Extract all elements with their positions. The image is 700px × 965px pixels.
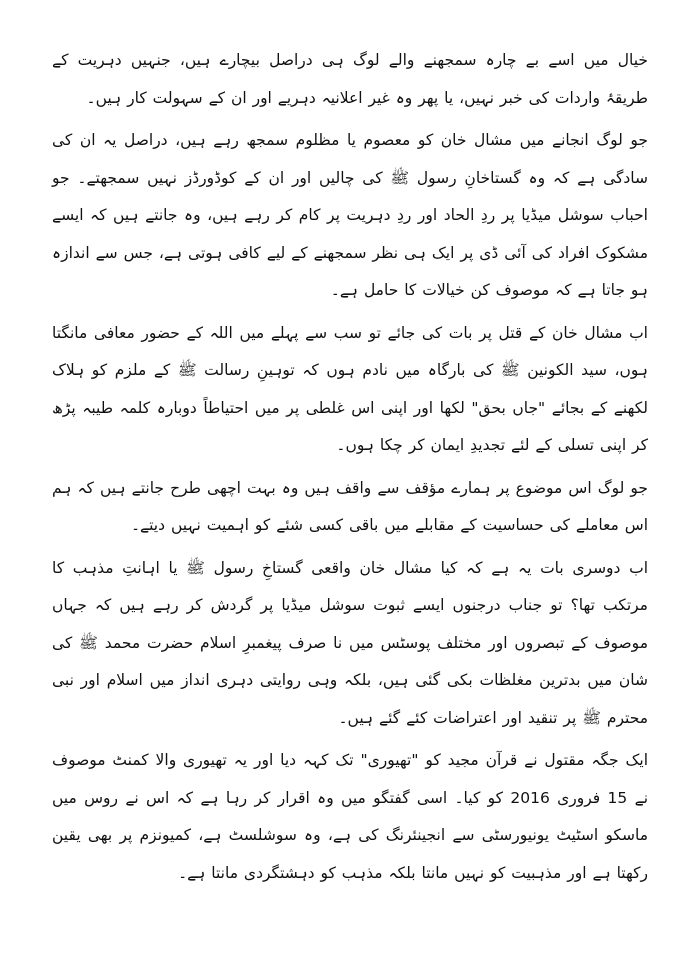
paragraph-2: جو لوگ انجانے میں مشال خان کو معصوم یا مظلوم سمجھ رہے ہیں، دراصل یہ ان کی سادگی ہے کہ وہ گستاخانِ رسول ﷺ کی چالیں اور ان کے کوڈورڈز نہیں سمجھتے۔ جو احباب سوشل میڈیا پر ردِ الحاد اور ردِ دہریت پر کام کر رہے ہیں، وہ جانتے ہیں کہ ایسے مشکوک افراد کی آئی ڈی پر ایک ہی نظر سمجھنے کے لیے کافی ہوتی ہے، جس سے اندازہ ہو جاتا ہے کہ موصوف کن خیالات کا حامل ہے۔	[52, 131, 648, 299]
paragraph-4: جو لوگ اس موضوع پر ہمارے مؤقف سے واقف ہیں وہ بہت اچھی طرح جانتے ہیں کہ ہم اس معاملے کی حساسیت کے مقابلے میں باقی کسی شئے کو اہمیت نہیں دیتے۔	[52, 478, 648, 534]
paragraph-3: اب مشال خان کے قتل پر بات کی جائے تو سب سے پہلے میں اللہ کے حضور معافی مانگتا ہوں، سید الکونین ﷺ کی بارگاہ میں نادم ہوں کہ توہینِ رسالت ﷺ کے ملزم کو ہلاک لکھنے کے بجائے "جاں بحق" لکھا اور اپنی اس غلطی پر میں احتیاطاً دوبارہ کلمہ طیبہ پڑھ کر اپنی تسلی کے لئے تجدیدِ ایمان کر چکا ہوں۔	[52, 323, 648, 454]
paragraph-5: اب دوسری بات یہ ہے کہ کیا مشال خان واقعی گستاخِ رسول ﷺ یا اہانتِ مذہب کا مرتکب تھا؟ تو جناب درجنوں ایسے ثبوت سوشل میڈیا پر گردش کر رہے ہیں کہ جہاں موصوف کے تبصروں اور مختلف پوسٹس میں نا صرف پیغمبرِ اسلام حضرت محمد ﷺ کی شان میں بدترین مغلظات بکی گئی ہیں، بلکہ وہی روایتی دہری انداز میں اسلام اور نبی محترم ﷺ پر تنقید اور اعتراضات کئے گئے ہیں۔	[52, 558, 648, 727]
paragraph-6: ایک جگہ مقتول نے قرآن مجید کو "تھیوری" تک کہہ دیا اور یہ تھیوری والا کمنٹ موصوف نے 15 فروری 2016 کو کیا۔ اسی گفتگو میں وہ اقرار کر رہا ہے کہ اس نے روس میں ماسکو اسٹیٹ یونیورسٹی سے انجینئرنگ کی ہے، وہ سوشلسٹ ہے، کمیونزم پر بھی یقین رکھتا ہے اور مذہبیت کو نہیں مانتا بلکہ مذہب کو دہشتگردی مانتا ہے۔	[52, 751, 649, 882]
paragraph-1: خیال میں اسے بے چارہ سمجھنے والے لوگ ہی دراصل بیچارے ہیں، جنہیں دہریت کے طریقۂ واردات کی خبر نہیں، یا پھر وہ غیر اعلانیہ دہریے اور ان کے سہولت کار ہیں۔	[52, 51, 648, 107]
